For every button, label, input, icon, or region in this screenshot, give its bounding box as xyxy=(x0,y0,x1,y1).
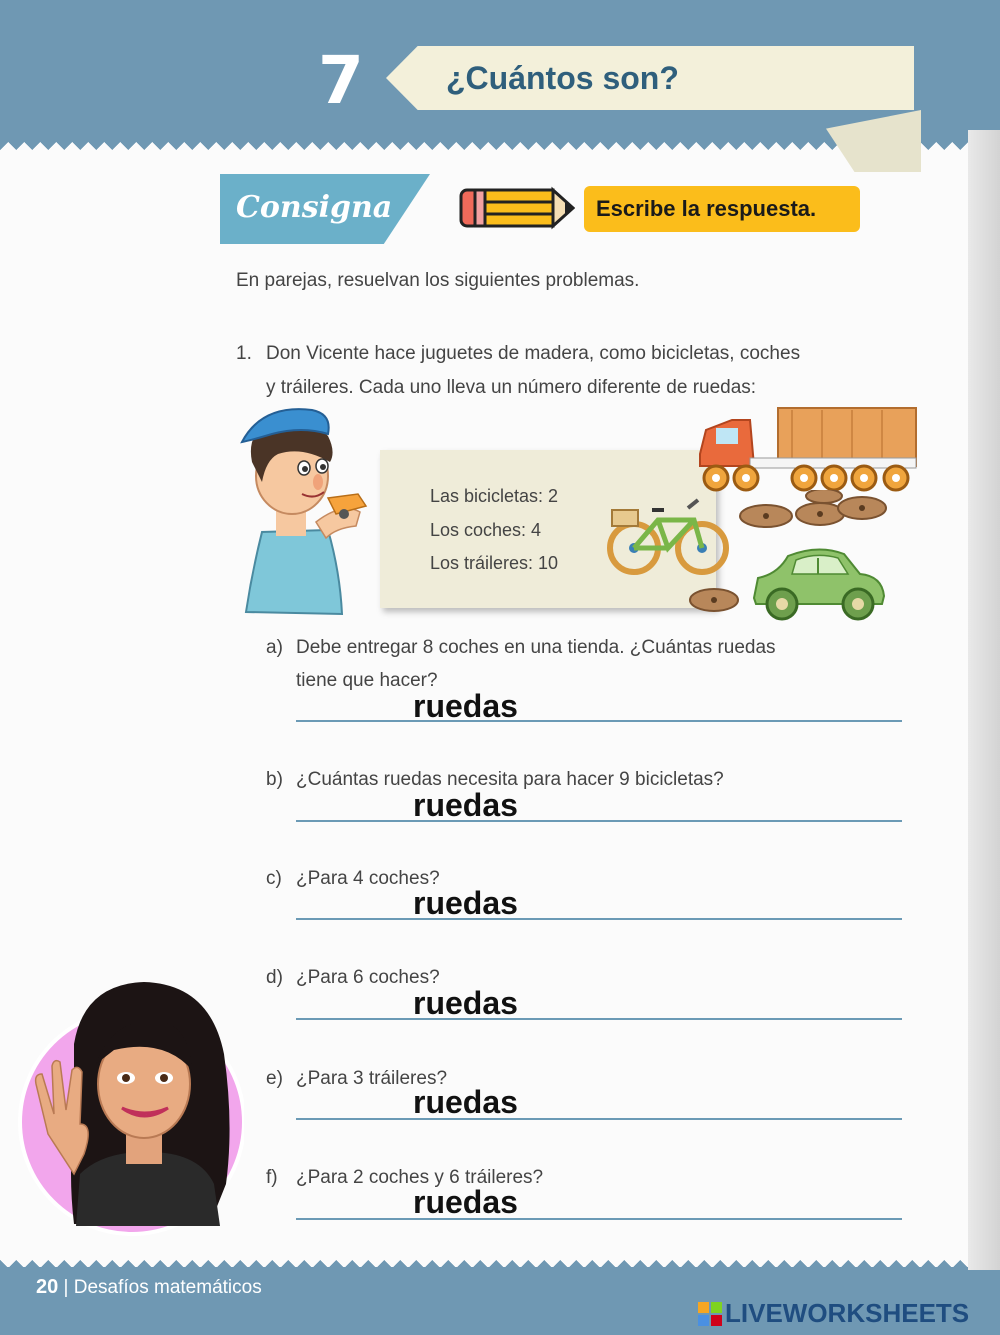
info-cars: Los coches: 4 xyxy=(430,520,542,540)
question-label: a) xyxy=(266,637,283,658)
question-label: c) xyxy=(266,868,282,889)
page-edge-shadow xyxy=(968,130,1000,1270)
boy-illustration xyxy=(232,402,372,622)
instruction-text: Escribe la respuesta. xyxy=(596,196,817,221)
question-text: ¿Cuántas ruedas necesita para hacer 9 bicicletas? xyxy=(296,769,724,790)
answer-unit-b: ruedas xyxy=(413,787,518,823)
question-text: ¿Para 3 tráileres? xyxy=(296,1068,448,1089)
car-illustration xyxy=(748,540,890,622)
pencil-icon xyxy=(459,186,575,230)
question-text: Debe entregar 8 coches en una tienda. ¿Cuántas ruedas xyxy=(296,637,776,658)
watermark xyxy=(698,1298,969,1329)
lesson-number: 7 xyxy=(318,42,364,119)
answer-line-f[interactable] xyxy=(296,1218,902,1220)
answer-line-e[interactable] xyxy=(296,1118,902,1120)
question-c xyxy=(266,862,902,895)
truck-illustration xyxy=(692,406,918,498)
page-number: 20 xyxy=(36,1276,59,1298)
answer-unit-d: ruedas xyxy=(413,985,518,1021)
answer-unit-a: ruedas xyxy=(413,688,518,724)
answer-line-a[interactable] xyxy=(296,720,902,722)
question-label: b) xyxy=(266,769,283,790)
teacher-avatar xyxy=(14,974,244,1236)
answer-unit-f: ruedas xyxy=(413,1184,518,1220)
problem-number: 1. xyxy=(236,343,252,364)
problem-line-1: Don Vicente hace juguetes de madera, como bicicletas, coches xyxy=(266,343,801,364)
question-text-continued: tiene que hacer? xyxy=(296,670,438,691)
question-b xyxy=(266,763,902,796)
question-label: f) xyxy=(266,1167,278,1188)
consigna-label: Consigna xyxy=(236,190,393,225)
question-a xyxy=(266,631,902,697)
book-title: | Desafíos matemáticos xyxy=(63,1277,262,1298)
answer-line-c[interactable] xyxy=(296,918,902,920)
intro-text: En parejas, resuelvan los siguientes problemas. xyxy=(236,270,640,291)
question-label: d) xyxy=(266,967,283,988)
watermark-text: LIVEWORKSHEETS xyxy=(725,1298,970,1328)
problem-line-2: y tráileres. Cada uno lleva un número diferente de ruedas: xyxy=(266,377,757,398)
problem-statement xyxy=(236,337,916,405)
question-text: ¿Para 6 coches? xyxy=(296,967,440,988)
zigzag-border-top xyxy=(0,134,968,150)
zigzag-border-bottom xyxy=(0,1260,968,1276)
info-trailers: Los tráileres: 10 xyxy=(430,553,559,573)
question-d xyxy=(266,961,902,994)
page-title: ¿Cuántos son? xyxy=(446,60,679,96)
answer-unit-e: ruedas xyxy=(413,1084,518,1120)
question-text: ¿Para 2 coches y 6 tráileres? xyxy=(296,1167,544,1188)
question-e xyxy=(266,1062,902,1095)
question-f xyxy=(266,1161,902,1194)
question-text: ¿Para 4 coches? xyxy=(296,868,440,889)
answer-unit-c: ruedas xyxy=(413,885,518,921)
question-label: e) xyxy=(266,1068,283,1089)
answer-line-d[interactable] xyxy=(296,1018,902,1020)
footer xyxy=(36,1276,262,1299)
answer-line-b[interactable] xyxy=(296,820,902,822)
info-bicycles: Las bicicletas: 2 xyxy=(430,486,559,506)
